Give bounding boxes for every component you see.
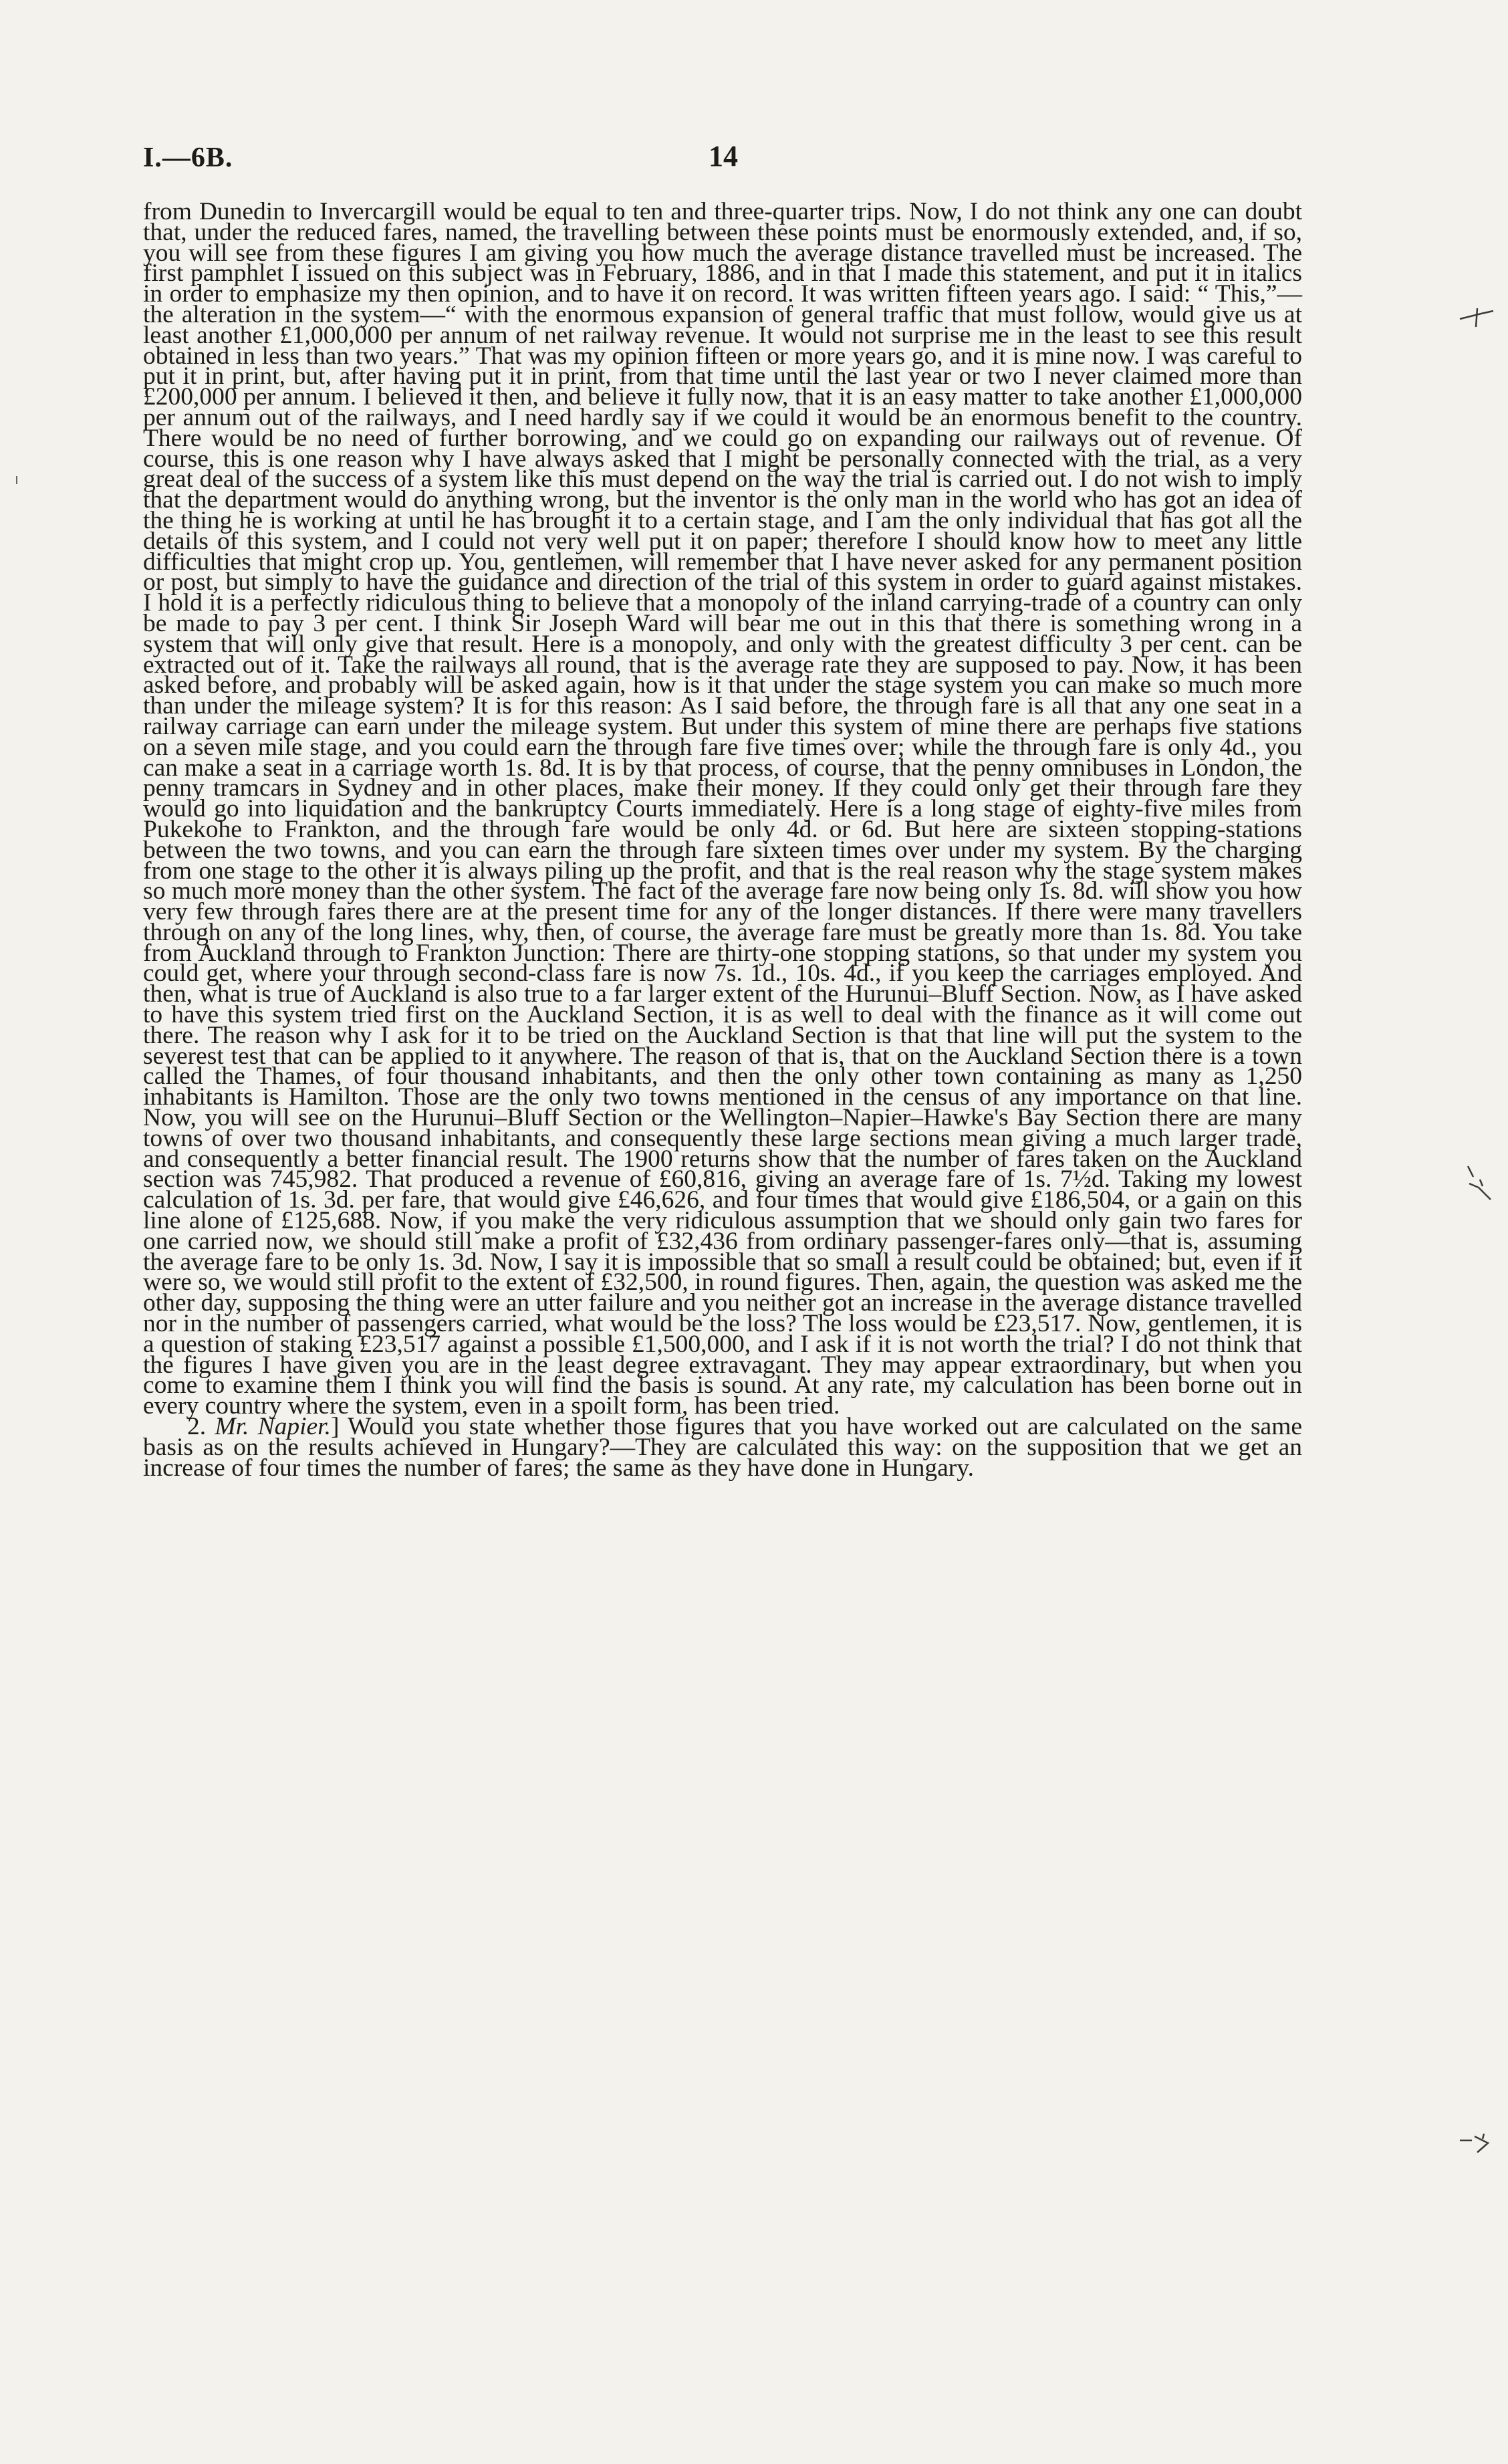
margin-tick-mark	[16, 476, 17, 484]
document-body	[143, 198, 1303, 1482]
paragraph-question-2	[143, 1413, 1303, 1482]
margin-pencil-mark-2	[1464, 1163, 1497, 1210]
speaker-bracket: ]	[331, 1413, 340, 1441]
margin-pencil-mark-3	[1457, 2130, 1497, 2156]
paragraph-evidence-continuation: from Dunedin to Invercargill would be equal to ten and three-quarter trips. Now, I do not think any one can doubt that, under the reduced fares, named, the travelling between these points must be enormously extended, and, if so, you will see from these figures I am giving you how much the average distance travelled must be increased. The first pamphlet I issued on this subject was in February, 1886, and in that I made this statement, and put it in italics in order to emphasize my then opinion, and to have it on record. It was written fifteen years ago. I said: “ This,”—the alteration in the system—“ with the enormous expansion of general traffic that must follow, would give us at least another £1,000,000 per annum of net railway revenue. It would not surprise me in the least to see this result obtained in less than two years.” That was my opinion fifteen or more years go, and it is mine now. I was careful to put it in print, but, after having put it in print, from that time until the last year or two I never claimed more than £200,000 per annum. I believed it then, and believe it fully now, that it is an easy matter to take another £1,000,000 per annum out of the railways, and I need hardly say if we could it would be an enormous benefit to the country. There would be no need of further borrowing, and we could go on expanding our railways out of revenue. Of course, this is one reason why I have always asked that I might be personally connected with the trial, as a very great deal of the success of a system like this must depend on the way the trial is carried out. I do not wish to imply that the department would do anything wrong, but the inventor is the only man in the world who has got an idea of the thing he is working at until he has brought it to a certain stage, and I am the only individual that has got all the details of this system, and I could not very well put it on paper; therefore I should know how to meet any little difficulties that might crop up. You, gentlemen, will remember that I have never asked for any permanent position or post, but simply to have the guidance and direction of the trial of this system in order to guard against mistakes. I hold it is a perfectly ridiculous thing to believe that a monopoly of the inland carrying-trade of a country can only be made to pay 3 per cent. I think Sir Joseph Ward will bear me out in this that there is something wrong in a system that will only give that result. Here is a monopoly, and only with the greatest difficulty 3 per cent. can be extracted out of it. Take the railways all round, that is the average rate they are supposed to pay. Now, it has been asked before, and probably will be asked again, how is it that under the stage system you can make so much more than under the mileage system? It is for this reason: As I said before, the through fare is all that any one seat in a railway carriage can earn under the mileage system. But under this system of mine there are perhaps five stations on a seven mile stage, and you could earn the through fare five times over; while the through fare is only 4d., you can make a seat in a carriage worth 1s. 8d. It is by that process, of course, that the penny omnibuses in London, the penny tramcars in Sydney and in other places, make their money. If they could only get their through fare they would go into liquidation and the bankruptcy Courts immediately. Here is a long stage of eighty-five miles from Pukekohe to Frankton, and the through fare would be only 4d. or 6d. But here are sixteen stopping-stations between the two towns, and you can earn the through fare sixteen times over under my system. By the charging from one stage to the other it is always piling up the profit, and that is the real reason why the stage system makes so much more money than the other system. The fact of the average fare now being only 1s. 8d. will show you how very few through fares there are at the present time for any of the longer distances. If there were many travellers through on any of the long lines, why, then, of course, the average fare must be greatly more than 1s. 8d. You take from Auckland through to Frankton Junction: There are thirty-one stopping stations, so that under my system you could get, where your through second-class fare is now 7s. 1d., 10s. 4d., if you keep the carriages employed. And then, what is true of Auckland is also true to a far larger extent of the Hurunui–Bluff Section. Now, as I have asked to have this system tried first on the Auckland Section, it is as well to deal with the finance as it will come out there. The reason why I ask for it to be tried on the Auckland Section is that that line will put the system to the severest test that can be applied to it anywhere. The reason of that is, that on the Auckland Section there is a town called the Thames, of four thousand inhabitants, and then the only other town containing as many as 1,250 inhabitants is Hamilton. Those are the only two towns mentioned in the census of any importance on that line. Now, you will see on the Hurunui–Bluff Section or the Wellington–Napier–Hawke's Bay Section there are many towns of over two thousand inhabitants, and consequently these large sections mean giving a much larger trade, and consequently a better financial result. The 1900 returns show that the number of fares taken on the Auckland section was 745,982. That produced a revenue of £60,816, giving an average fare of 1s. 7½d. Taking my lowest calculation of 1s. 3d. per fare, that would give £46,626, and four times that would give £186,504, or a gain on this line alone of £125,688. Now, if you make the very ridiculous assumption that we should only gain two fares for one carried now, we should still make a profit of £32,436 from ordinary passenger-fares only—that is, assuming the average fare to be only 1s. 3d. Now, I say it is impossible that so small a result could be obtained; but, even if it were so, we would still profit to the extent of £32,500, in round figures. Then, again, the question was asked me the other day, supposing the thing were an utter failure and you neither got an increase in the average distance travelled nor in the number of passengers carried, what would be the loss? The loss would be £23,517. Now, gentlemen, it is a question of staking £23,517 against a possible £1,500,000, and I ask if it is not worth the trial? I do not think that the figures I have given you are in the least degree extravagant. They may appear extraordinary, but when you come to examine them I think you will find the basis is sound. At any rate, my calculation has been borne out in every country where the system, even in a spoilt form, has been tried.	[143, 198, 1302, 1420]
speaker-name: Mr. Napier.	[215, 1413, 331, 1441]
page-number: 14	[709, 140, 738, 173]
question-number: 2.	[187, 1413, 207, 1441]
question-text: Would you state whether those figures that you have worked out are calculated on the same basis as on the results achieved in Hungary?—They are calculated this way: on the supposition that we get an increase of four times the number of fares; the same as they have done in Hungary.	[143, 1413, 1303, 1482]
margin-pencil-mark-1	[1457, 304, 1497, 331]
document-reference: I.—6B.	[143, 142, 233, 173]
